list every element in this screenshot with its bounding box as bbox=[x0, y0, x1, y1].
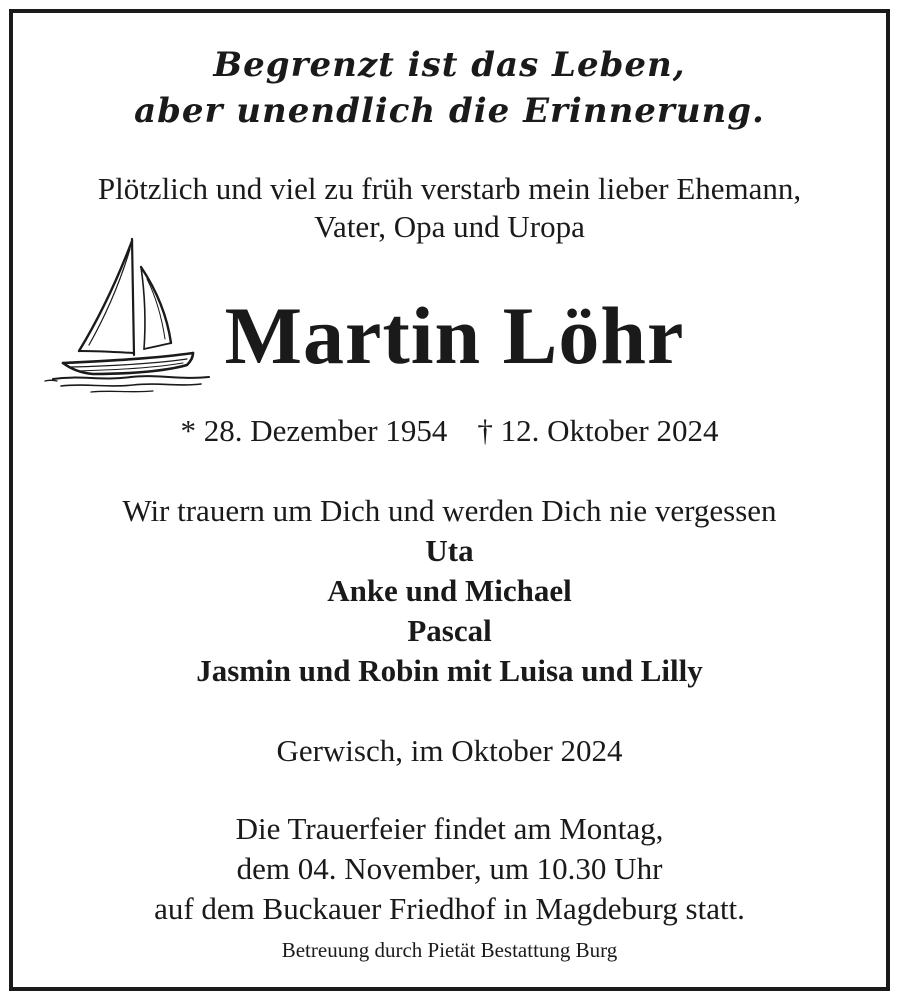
death-date: † 12. Oktober 2024 bbox=[477, 413, 719, 448]
ceremony-line-3: auf dem Buckauer Friedhof in Magdeburg statt. bbox=[154, 891, 745, 926]
birth-date: * 28. Dezember 1954 bbox=[180, 413, 448, 448]
intro-line-2: Vater, Opa und Uropa bbox=[314, 209, 585, 244]
motto-line-2: aber unendlich die Erinnerung. bbox=[134, 91, 765, 131]
obituary-card bbox=[9, 9, 890, 991]
mourner-name: Jasmin und Robin mit Luisa und Lilly bbox=[196, 653, 703, 688]
ceremony-line-2: dem 04. November, um 10.30 Uhr bbox=[236, 851, 663, 886]
mourning-statement: Wir trauern um Dich und werden Dich nie vergessen bbox=[122, 493, 777, 528]
deceased-name: Martin Löhr bbox=[224, 290, 685, 381]
mourner-name: Anke und Michael bbox=[327, 573, 572, 608]
ceremony-line-1: Die Trauerfeier findet am Montag, bbox=[235, 811, 664, 846]
intro-line-1: Plötzlich und viel zu früh verstarb mein lieber Ehemann, bbox=[97, 171, 802, 206]
undertaker-note: Betreuung durch Pietät Bestattung Burg bbox=[281, 938, 618, 962]
mourner-name: Pascal bbox=[407, 613, 492, 648]
mourner-name: Uta bbox=[425, 533, 474, 568]
motto-line-1: Begrenzt ist das Leben, bbox=[213, 45, 686, 85]
life-dates bbox=[13, 413, 886, 449]
place-date: Gerwisch, im Oktober 2024 bbox=[276, 733, 623, 768]
